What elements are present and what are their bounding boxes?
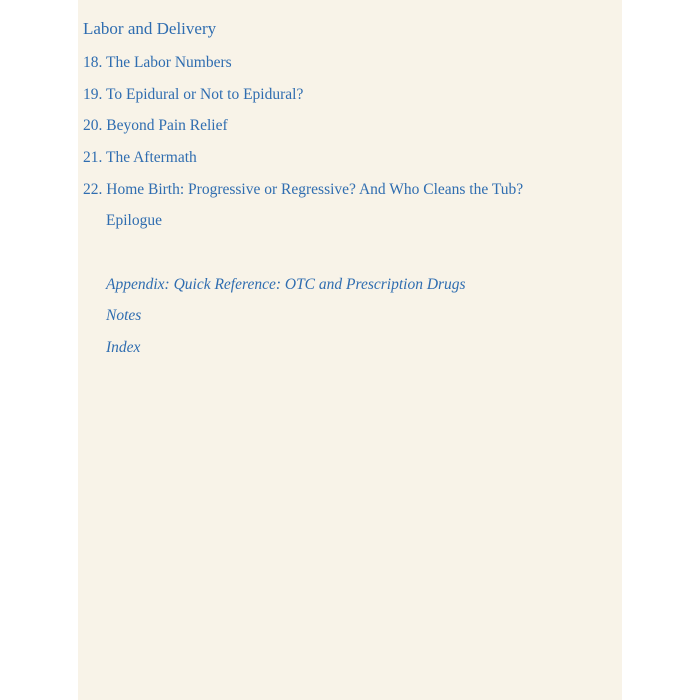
toc-link-notes[interactable]: Notes: [106, 307, 142, 324]
toc-link-chapter-18[interactable]: 18. The Labor Numbers: [83, 54, 232, 71]
section-heading: Labor and Delivery: [83, 19, 217, 38]
toc-link-chapter-20[interactable]: 20. Beyond Pain Relief: [83, 117, 228, 134]
toc-link-chapter-22[interactable]: 22. Home Birth: Progressive or Regressive? And Who Cleans the Tub?: [83, 181, 524, 198]
toc-link-epilogue[interactable]: Epilogue: [106, 212, 162, 229]
toc-page: [78, 0, 622, 700]
toc-link-chapter-19[interactable]: 19. To Epidural or Not to Epidural?: [83, 86, 304, 103]
toc-link-chapter-21[interactable]: 21. The Aftermath: [83, 149, 197, 166]
toc-link-index[interactable]: Index: [106, 339, 141, 356]
toc-link-appendix[interactable]: Appendix: Quick Reference: OTC and Prescription Drugs: [106, 276, 466, 293]
